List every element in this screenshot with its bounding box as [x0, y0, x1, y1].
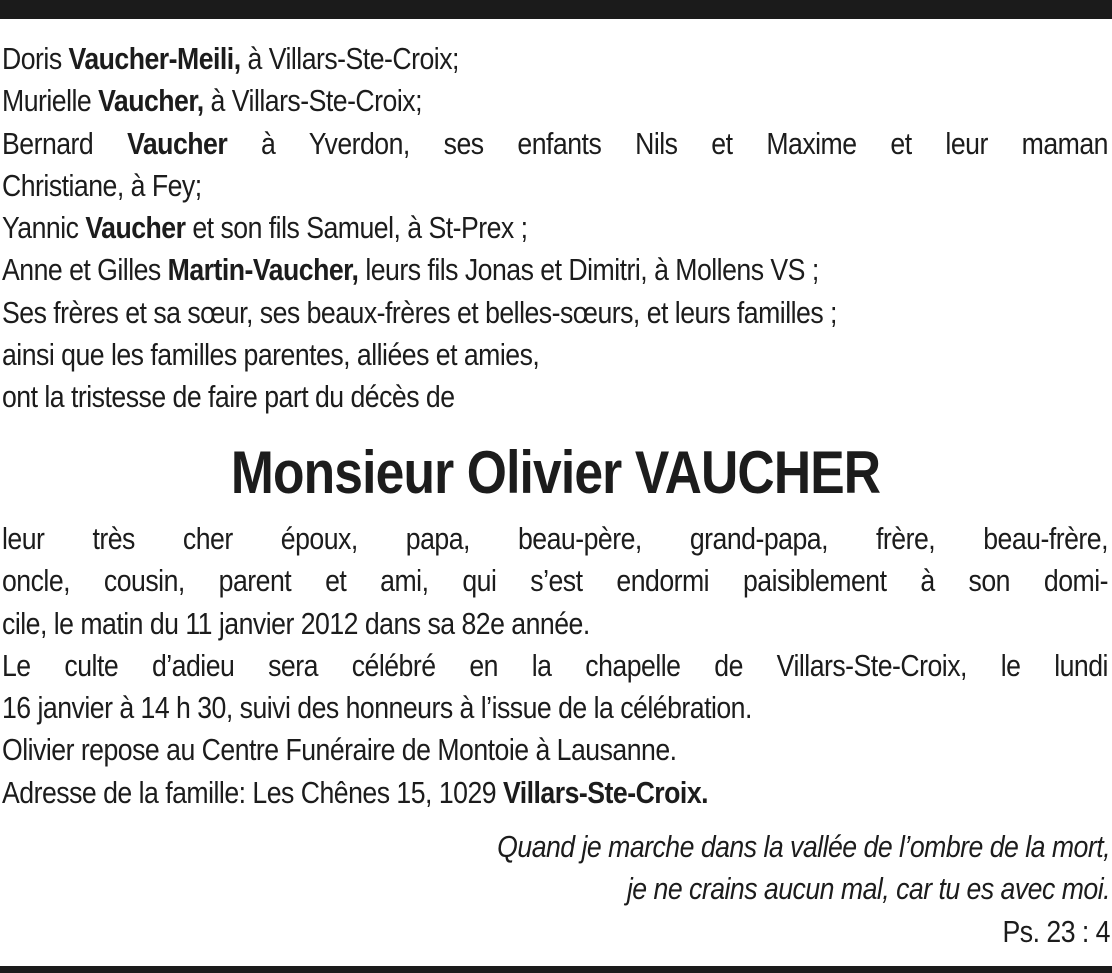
family-address: Adresse de la famille: Les Chênes 15, 1029 Villars-Ste-Croix.: [2, 774, 709, 810]
family-line: Yannic Vaucher et son fils Samuel, à St-Prex ;: [2, 210, 528, 246]
verse-reference: Ps. 23 : 4: [1002, 913, 1110, 949]
body-line: oncle, cousin, parent et ami, qui s’est endormi paisiblement à son domi-: [2, 563, 1108, 599]
verse-line: Quand je marche dans la vallée de l’ombre de la mort,: [497, 829, 1110, 864]
family-line: ainsi que les familles parentes, alliées et amies,: [2, 337, 540, 373]
body-line: Le culte d’adieu sera célébré en la chapelle de Villars-Ste-Croix, le lundi: [2, 647, 1108, 683]
scripture-verse: [4, 826, 1110, 953]
body-line: Olivier repose au Centre Funéraire de Montoie à Lausanne.: [2, 732, 677, 768]
notice-body: [2, 518, 1108, 814]
family-line: Murielle Vaucher, à Villars-Ste-Croix;: [2, 83, 422, 119]
family-line: Christiane, à Fey;: [2, 167, 202, 203]
body-line: leur très cher époux, papa, beau-père, grand-papa, frère, beau-frère,: [2, 521, 1108, 556]
family-line: Bernard Vaucher à Yverdon, ses enfants Nils et Maxime et leur maman: [2, 125, 1108, 161]
bottom-rule: [0, 966, 1112, 973]
body-line: cile, le matin du 11 janvier 2012 dans sa 82e année.: [2, 605, 590, 641]
family-line: ont la tristesse de faire part du décès de: [2, 379, 455, 415]
family-list: [2, 38, 1108, 419]
top-rule: [0, 0, 1112, 19]
family-line: Doris Vaucher-Meili, à Villars-Ste-Croix;: [2, 41, 459, 76]
family-line: Anne et Gilles Martin-Vaucher, leurs fils Jonas et Dimitri, à Mollens VS ;: [2, 252, 819, 288]
family-line: Ses frères et sa sœur, ses beaux-frères et belles-sœurs, et leurs familles ;: [2, 294, 837, 330]
verse-line: je ne crains aucun mal, car tu es avec moi.: [626, 871, 1110, 907]
deceased-name: Monsieur Olivier VAUCHER: [231, 439, 881, 506]
body-line: 16 janvier à 14 h 30, suivi des honneurs à l’issue de la célébration.: [2, 690, 752, 726]
